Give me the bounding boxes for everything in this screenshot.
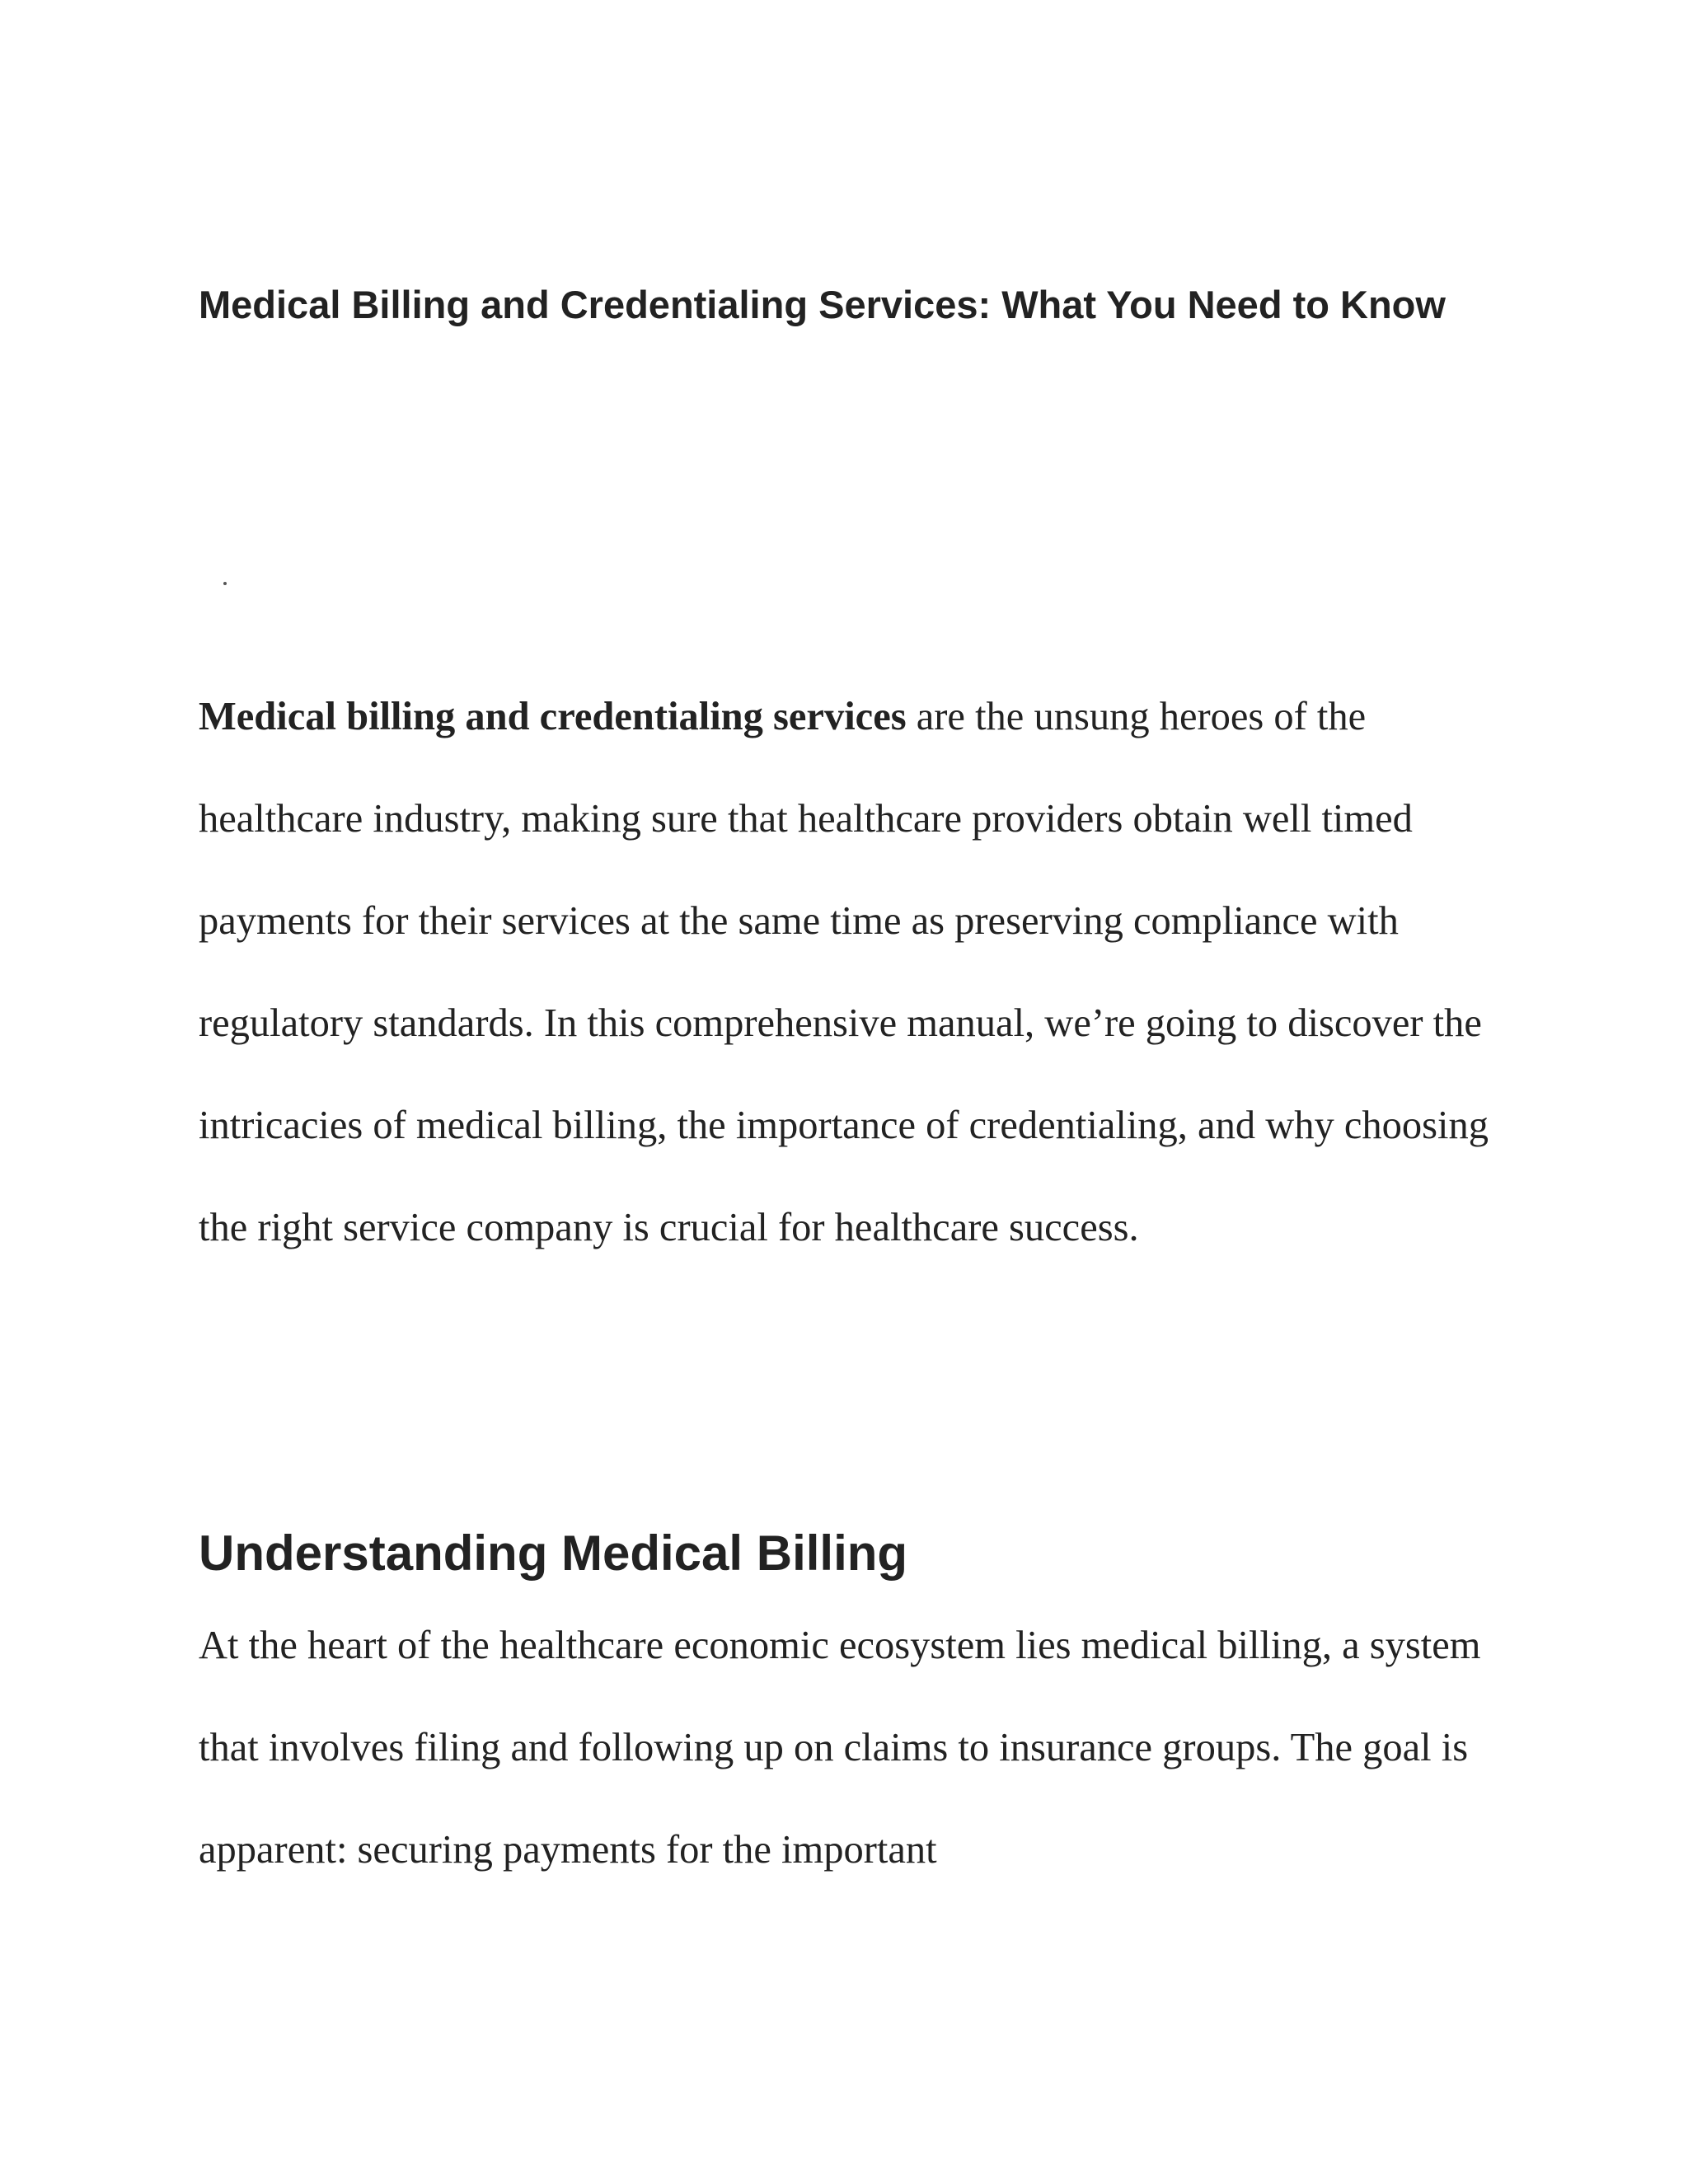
section-heading: Understanding Medical Billing bbox=[199, 1526, 908, 1581]
intro-bold-lead: Medical billing and credentialing services bbox=[199, 695, 907, 738]
intro-paragraph bbox=[199, 666, 1517, 1279]
document-title: Medical Billing and Credentialing Services: What You Need to Know bbox=[199, 283, 1446, 326]
stray-mark bbox=[223, 582, 227, 585]
intro-text: are the unsung heroes of the healthcare industry, making sure that healthcare providers obtain well timed payments for their services at the same time as preserving compliance with regulatory standards. In this comprehensive manual, we’re going to discover the intricacies of medical billing, the importance of credentialing, and why choosing the right service company is crucial for healthcare success. bbox=[199, 695, 1489, 1249]
section-paragraph: At the heart of the healthcare economic ecosystem lies medical billing, a system that involves filing and following up on claims to insurance groups. The goal is apparent: securing payments for the important bbox=[199, 1624, 1481, 1872]
